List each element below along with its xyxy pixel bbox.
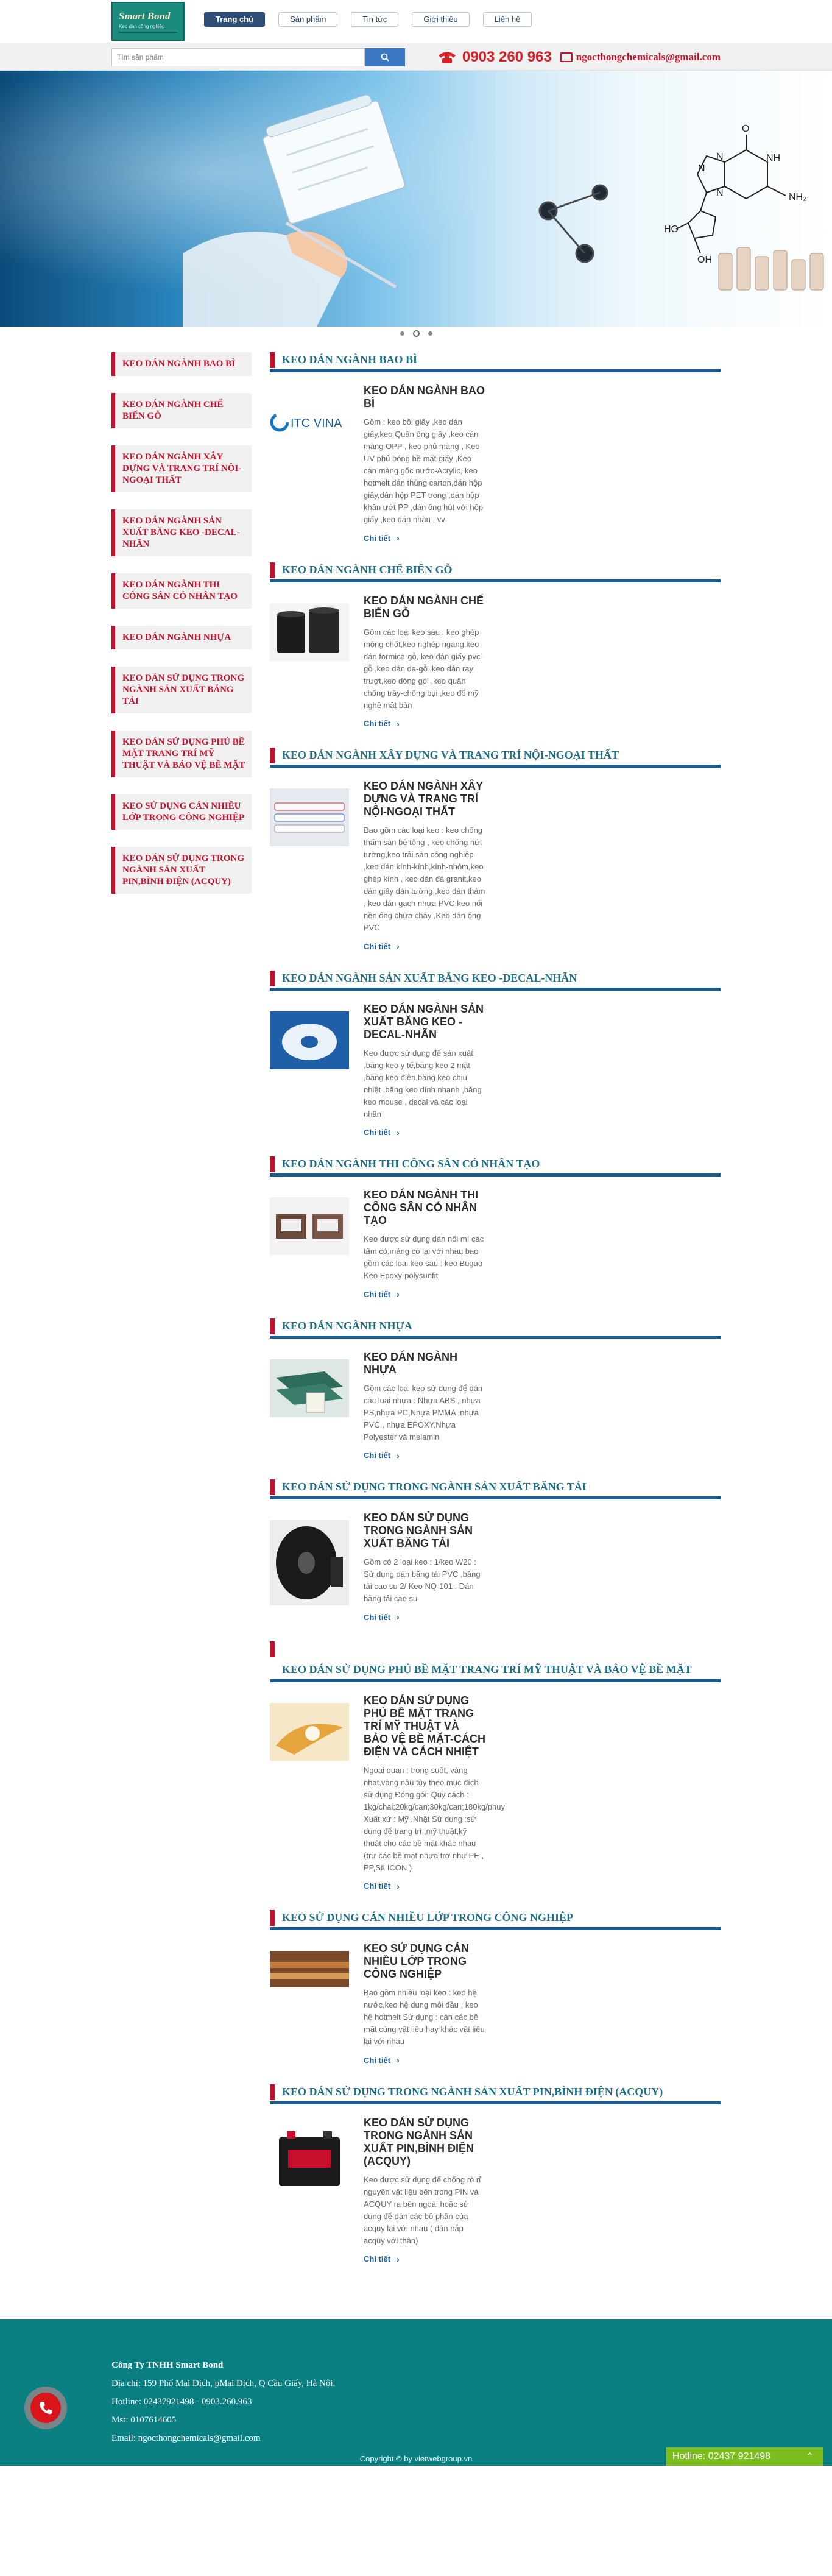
sidebar-item-conveyor[interactable]: KEO DÁN SỬ DỤNG TRONG NGÀNH SẢN XUẤT BĂNG TẢI: [111, 667, 252, 713]
product-name[interactable]: KEO DÁN SỬ DỤNG TRONG NGÀNH SẢN XUẤT BĂNG TẢI: [364, 1512, 473, 1549]
product-name[interactable]: KEO DÁN SỬ DỤNG PHỦ BỀ MẶT TRANG TRÍ MỸ THUẬT VÀ BẢO VỆ BỀ MẶT-CÁCH ĐIỆN VÀ CÁCH NHIỆT: [364, 1694, 486, 1758]
product-description: Gồm các loại keo sau : keo ghép mộng chốt,keo nghép ngang,keo dán formica-gỗ, keo dán giấy pvc-gỗ ,keo dán da-gỗ ,keo dán ray trượt,keo dóng gói ,keo quấn chống trầy-chống bụi ,keo đổ mỹ nghệ mặt bàn: [364, 627, 483, 710]
chevron-right-icon: ›: [397, 1612, 400, 1622]
product-name[interactable]: KEO DÁN NGÀNH BAO BÌ: [364, 384, 485, 409]
detail-label: Chi tiết: [364, 719, 391, 728]
header-phone[interactable]: [437, 49, 552, 66]
email-icon: [560, 52, 573, 62]
category-section: [270, 352, 721, 544]
product-description: Keo được sử dụng dán nối mí các tấm cỏ,mảng cỏ lại với nhau bao gồm các loại keo sau : keo Bugao Keo Epoxy-polysunfit: [364, 1234, 484, 1280]
category-header: [270, 971, 721, 991]
footer-hotline: Hotline: 02437921498 - 0903.260.963: [111, 2397, 252, 2407]
search-bar: [0, 43, 832, 71]
footer-email[interactable]: Email: ngocthongchemicals@gmail.com: [111, 2433, 261, 2443]
chem-label-o: O: [742, 124, 750, 134]
product-image[interactable]: [270, 2125, 349, 2192]
detail-label: Chi tiết: [364, 1881, 391, 1891]
site-footer: [0, 2319, 832, 2466]
category-sidebar: [111, 352, 252, 2283]
category-header: [270, 1479, 721, 1499]
chevron-right-icon: ›: [397, 718, 400, 729]
hotline-text: Hotline: 02437 921498: [672, 2451, 771, 2461]
chevron-right-icon: ›: [397, 941, 400, 951]
product-description: Gồm các loại keo sử dụng để dán các loại nhựa : Nhựa ABS , nhựa PS,nhựa PC,Nhựa PMMA ,nhựa PVC , nhựa EPOXY,Nhựa Polyester và melamin: [364, 1383, 483, 1442]
header-email[interactable]: [560, 51, 721, 63]
category-section: [270, 1910, 721, 2066]
sidebar-item-packaging[interactable]: KEO DÁN NGÀNH BAO BÌ: [111, 352, 252, 376]
detail-label: Chi tiết: [364, 2254, 391, 2263]
detail-link[interactable]: [364, 2055, 400, 2065]
product-item: [270, 2104, 721, 2265]
product-image[interactable]: [270, 1951, 349, 1987]
detail-label: Chi tiết: [364, 533, 391, 543]
detail-label: Chi tiết: [364, 1128, 391, 1137]
search-icon: [381, 53, 389, 62]
detail-label: Chi tiết: [364, 1612, 391, 1622]
category-title[interactable]: KEO DÁN NGÀNH NHỰA: [282, 1319, 412, 1332]
product-name[interactable]: KEO DÁN SỬ DỤNG TRONG NGÀNH SẢN XUẤT PIN,BÌNH ĐIỆN (ACQUY): [364, 2116, 474, 2167]
svg-text:OH: OH: [697, 255, 712, 265]
svg-text:N: N: [716, 188, 724, 198]
footer-copyright: Copyright © by vietwebgroup.vn: [359, 2454, 473, 2463]
category-header: [270, 1318, 721, 1339]
category-title[interactable]: KEO DÁN NGÀNH THI CÔNG SÂN CỎ NHÂN TẠO: [282, 1158, 540, 1170]
hotline-bar[interactable]: [666, 2447, 823, 2466]
category-section: [270, 562, 721, 730]
detail-link[interactable]: [364, 941, 400, 951]
detail-label: Chi tiết: [364, 941, 391, 951]
svg-text:N: N: [698, 163, 705, 174]
product-image[interactable]: [270, 788, 349, 846]
product-description: Ngoại quan : trong suốt, vàng nhạt,vàng nâu tùy theo mục đích sử dụng Đóng gói: Quy cách : 1kg/chai;20kg/can;30kg/can;180kg/phuy Xuất xứ : Mỹ ,Nhật Sử dụng :sử dụng để trang trí ,mỹ thuật,kỹ thuật cho các bề mặt khác nhau (trừ các bề mặt nhựa trơ như PE , PP,SILICON ): [364, 1765, 506, 1872]
category-header: [270, 1641, 721, 1682]
site-logo[interactable]: [111, 2, 185, 41]
svg-text:ITC VINA: ITC VINA: [291, 416, 342, 430]
product-description: Keo được sử dụng để sản xuất ,băng keo y tế,băng keo 2 mặt ,băng keo điện,băng keo chịu nhiệt ,băng keo dính nhanh ,băng keo mouse , decal và các loại nhãn: [364, 1048, 482, 1119]
category-section: [270, 971, 721, 1139]
product-image[interactable]: [270, 393, 349, 451]
product-item: [270, 1682, 721, 1892]
product-item: [270, 372, 721, 544]
product-item: [270, 1177, 721, 1300]
hero-banner[interactable]: [0, 71, 832, 327]
product-name[interactable]: KEO SỬ DỤNG CÁN NHIỀU LỚP TRONG CÔNG NGHIỆP: [364, 1942, 469, 1980]
product-item: [270, 1930, 721, 2066]
product-image[interactable]: [270, 1520, 349, 1605]
product-item: [270, 991, 721, 1139]
banner-illustration: [0, 71, 832, 327]
detail-label: Chi tiết: [364, 1289, 391, 1299]
search-input[interactable]: [111, 48, 365, 66]
product-item: [270, 1499, 721, 1623]
category-header: [270, 562, 721, 582]
sidebar-item-coating[interactable]: KEO DÁN SỬ DỤNG PHỦ BỀ MẶT TRANG TRÍ MỸ THUẬT VÀ BẢO VỆ BỀ MẶT: [111, 731, 252, 777]
sidebar-item-wood[interactable]: KEO DÁN NGÀNH CHẾ BIẾN GỖ: [111, 393, 252, 428]
product-description: Gồm : keo bồi giấy ,keo dán giấy,keo Quấn ống giấy ,keo cán màng OPP , keo phủ màng , Keo UV phủ bóng bề mặt giấy ,Keo cán màng gốc nước-Acrylic, keo hotmelt dán thùng carton,dán hộp giấy,dán hộp PET trong ,dán hộp khăn ướt PP ,dán ống hút với hộp giấy ,keo dán nhãn , vv: [364, 417, 484, 524]
detail-link[interactable]: [364, 1451, 400, 1460]
svg-text:NH₂: NH₂: [789, 192, 807, 202]
product-item: [270, 768, 721, 952]
category-header: [270, 748, 721, 768]
category-section: [270, 2084, 721, 2265]
chevron-right-icon: ›: [397, 1881, 400, 1891]
product-description: Bao gồm các loại keo : keo chống thấm sàn bê tông , keo chống nứt tường,keo trải sàn công nghiệp ,keo dán kính-kính,kính-nhôm,keo ghép kính , keo dán đá granit,keo dán giấy dán tường ,keo dán thảm , keo dán gạch nhựa PVC,keo nối nền ống chữa cháy ,Keo dán ống PVC: [364, 826, 485, 932]
product-image[interactable]: [270, 1359, 349, 1417]
chevron-right-icon: ›: [397, 1450, 400, 1460]
slider-dots: [0, 327, 832, 340]
menu-contact[interactable]: Liên hệ: [483, 12, 532, 27]
sidebar-item-laminating[interactable]: KEO SỬ DỤNG CÁN NHIỀU LỚP TRONG CÔNG NGHIỆP: [111, 794, 252, 830]
product-sections: [270, 352, 721, 2283]
logo-tagline: Keo dán công nghiệp: [119, 23, 165, 29]
chevron-right-icon: ›: [397, 533, 400, 543]
category-title[interactable]: KEO SỬ DỤNG CÁN NHIỀU LỚP TRONG CÔNG NGHIỆP: [282, 1911, 574, 1923]
email-address: ngocthongchemicals@gmail.com: [576, 51, 721, 63]
product-description: Keo được sử dụng để chống rò rỉ nguyên vật liệu bên trong PIN và ACQUY ra bên ngoài hoặc sử dụng để dán các bộ phận của acquy lại với nhau ( dán nắp acquy với thân): [364, 2174, 481, 2245]
category-header: [270, 1910, 721, 1930]
product-name[interactable]: KEO DÁN NGÀNH THI CÔNG SÂN CỎ NHÂN TẠO: [364, 1189, 478, 1226]
category-title[interactable]: KEO DÁN SỬ DỤNG PHỦ BỀ MẶT TRANG TRÍ MỸ THUẬT VÀ BẢO VỆ BỀ MẶT: [282, 1663, 692, 1675]
product-image[interactable]: [270, 1703, 349, 1761]
menu-news[interactable]: Tin tức: [351, 12, 398, 27]
sidebar-item-turf[interactable]: KEO DÁN NGÀNH THI CÔNG SÂN CỎ NHÂN TẠO: [111, 573, 252, 609]
product-name[interactable]: KEO DÁN NGÀNH SẢN XUẤT BĂNG KEO -DECAL-NHÃN: [364, 1002, 484, 1041]
product-image[interactable]: [270, 1011, 349, 1069]
product-description: Bao gồm nhiều loại keo : keo hệ nước,keo hệ dung môi đầu , keo hệ hotmelt Sử dụng : cán các bề mặt cùng vật liệu hay khác vật liệu lại với nhau: [364, 1988, 485, 2046]
top-header: [0, 0, 832, 43]
detail-link[interactable]: [364, 533, 400, 543]
slider-dot-active[interactable]: [413, 330, 420, 337]
sidebar-item-plastic[interactable]: KEO DÁN NGÀNH NHỰA: [111, 626, 252, 649]
main-area: [111, 340, 721, 2319]
category-section: [270, 1641, 721, 1892]
product-item: [270, 1339, 721, 1462]
chevron-up-icon: ⌃: [805, 2452, 814, 2462]
header-contact: [437, 49, 721, 66]
chevron-right-icon: ›: [397, 2254, 400, 2264]
detail-link[interactable]: [364, 1612, 400, 1622]
detail-link[interactable]: [364, 1881, 400, 1891]
logo-name: Smart Bond: [119, 10, 171, 22]
detail-label: Chi tiết: [364, 2055, 391, 2065]
category-section: [270, 748, 721, 952]
product-image[interactable]: [270, 603, 349, 661]
category-title[interactable]: KEO DÁN NGÀNH XÂY DỰNG VÀ TRANG TRÍ NỘI-NGOẠI THẤT: [282, 749, 619, 761]
category-title[interactable]: KEO DÁN SỬ DỤNG TRONG NGÀNH SẢN XUẤT PIN,BÌNH ĐIỆN (ACQUY): [282, 2085, 663, 2098]
sidebar-item-tape[interactable]: KEO DÁN NGÀNH SẢN XUẤT BĂNG KEO -DECAL-NHÃN: [111, 509, 252, 556]
category-section: [270, 1156, 721, 1300]
detail-label: Chi tiết: [364, 1451, 391, 1460]
svg-text:HO: HO: [664, 224, 679, 235]
chevron-right-icon: ›: [397, 1127, 400, 1138]
category-title[interactable]: KEO DÁN NGÀNH SẢN XUẤT BĂNG KEO -DECAL-NHÃN: [282, 971, 577, 984]
category-header: [270, 1156, 721, 1177]
category-section: [270, 1318, 721, 1462]
category-section: [270, 1479, 721, 1623]
footer-tax: Mst: 0107614605: [111, 2415, 177, 2425]
call-button[interactable]: [24, 2387, 67, 2429]
svg-text:N: N: [716, 152, 724, 162]
slider-dot[interactable]: [400, 331, 404, 336]
detail-link[interactable]: [364, 2254, 400, 2264]
product-name[interactable]: KEO DÁN NGÀNH XÂY DỰNG VÀ TRANG TRÍ NỘI-NGOẠI THẤT: [364, 780, 483, 818]
category-header: [270, 352, 721, 372]
category-header: [270, 2084, 721, 2104]
svg-text:NH: NH: [766, 153, 781, 163]
menu-home[interactable]: Trang chủ: [204, 12, 265, 27]
category-title[interactable]: KEO DÁN NGÀNH CHẾ BIẾN GỖ: [282, 563, 453, 576]
slider-dot[interactable]: [428, 331, 432, 336]
menu-products[interactable]: Sản phẩm: [278, 12, 337, 27]
sidebar-item-construction[interactable]: KEO DÁN NGÀNH XÂY DỰNG VÀ TRANG TRÍ NỘI-NGOẠI THẤT: [111, 445, 252, 492]
footer-company: Công Ty TNHH Smart Bond: [111, 2360, 224, 2370]
phone-call-icon: [38, 2400, 54, 2416]
chevron-right-icon: ›: [397, 2055, 400, 2065]
category-title[interactable]: KEO DÁN SỬ DỤNG TRONG NGÀNH SẢN XUẤT BĂNG TẢI: [282, 1481, 587, 1493]
main-menu: [204, 12, 532, 27]
detail-link[interactable]: [364, 719, 400, 729]
phone-number: 0903 260 963: [462, 49, 552, 65]
phone-icon: [437, 50, 457, 65]
product-name[interactable]: KEO DÁN NGÀNH NHỰA: [364, 1350, 458, 1376]
search-button[interactable]: [365, 48, 405, 66]
chevron-right-icon: ›: [397, 1289, 400, 1299]
product-item: [270, 582, 721, 730]
sidebar-item-battery[interactable]: KEO DÁN SỬ DỤNG TRONG NGÀNH SẢN XUẤT PIN,BÌNH ĐIỆN (ACQUY): [111, 847, 252, 894]
footer-address: Địa chỉ: 159 Phố Mai Dịch, pMai Dịch, Q Cầu Giấy, Hà Nội.: [111, 2379, 336, 2388]
product-description: Gồm có 2 loại keo : 1/keo W20 : Sử dụng dán băng tải PVC ,băng tải cao su 2/ Keo NQ-101 : Dán băng tải cao su: [364, 1557, 481, 1603]
detail-link[interactable]: [364, 1128, 400, 1138]
product-image[interactable]: [270, 1197, 349, 1255]
product-name[interactable]: KEO DÁN NGÀNH CHẾ BIẾN GỖ: [364, 594, 484, 620]
detail-link[interactable]: [364, 1289, 400, 1299]
category-title[interactable]: KEO DÁN NGÀNH BAO BÌ: [282, 353, 418, 366]
logo-divider: [119, 32, 177, 33]
menu-about[interactable]: Giới thiệu: [412, 12, 469, 27]
